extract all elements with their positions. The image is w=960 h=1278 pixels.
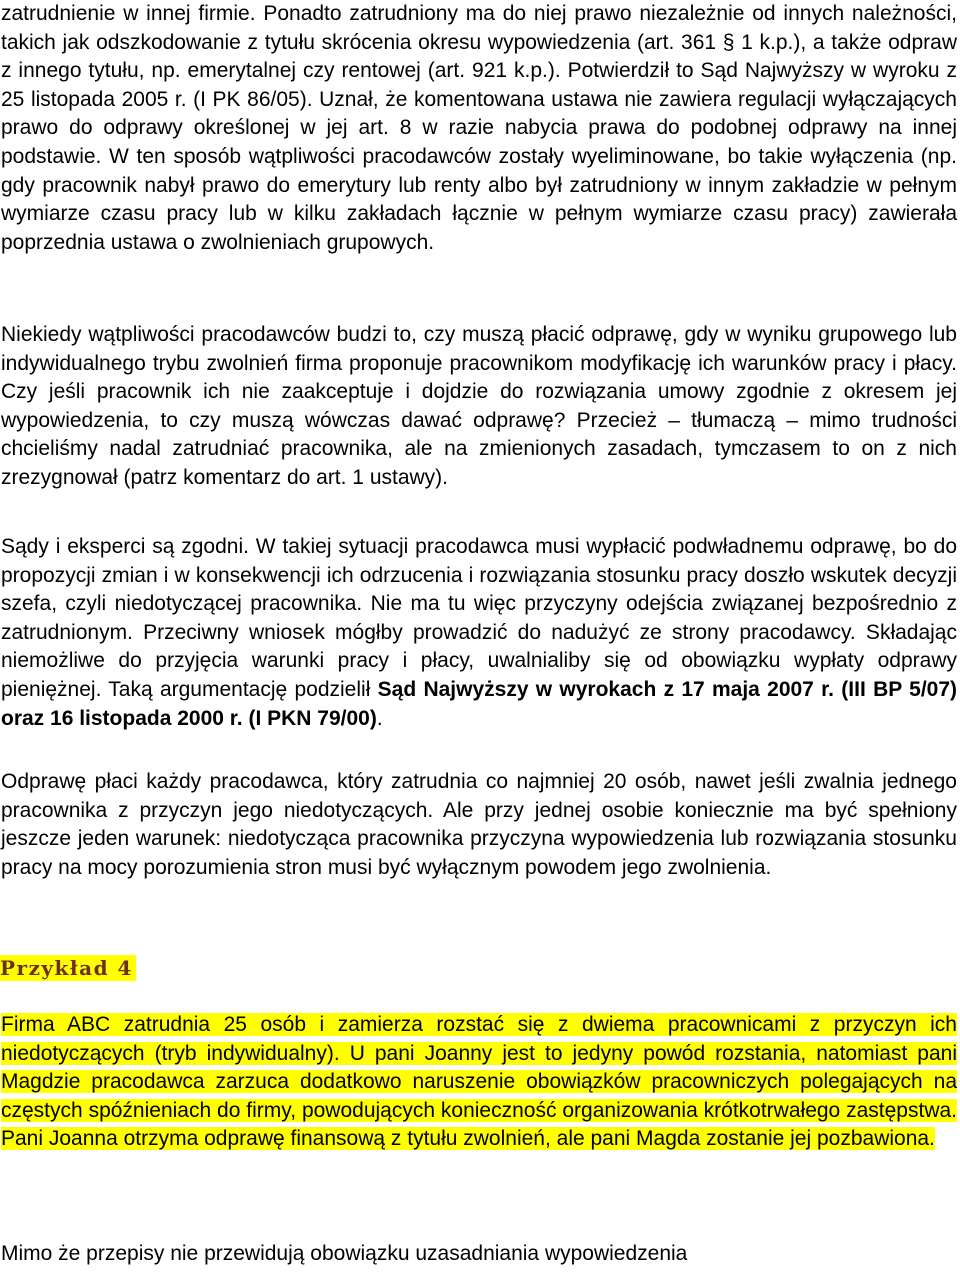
paragraph-courts-agree xyxy=(1,533,957,733)
paragraph-text: Sądy i eksperci są zgodni. W takiej sytuacji pracodawca musi wypłacić podwładnemu odprawę, bo do propozycji zmian i w konsekwencji ich odrzucenia i rozwiązania stosunku pracy doszło wskutek decyzji szefa, czyli niedotyczącej pracownika. Nie ma tu więc przyczyny odejścia związanej bezpośrednio z zatrudnionym. Przeciwny wniosek mógłby prowadzić do nadużyć ze strony pracodawcy. Składając niemożliwe do przyjęcia warunki pracy i płacy, uwalnialiby się od obowiązku wypłaty odprawy pieniężnej. Taką argumentację podzielił xyxy=(1,535,957,701)
paragraph-continuation: Mimo że przepisy nie przewidują obowiązku uzasadniania wypowiedzenia xyxy=(1,1242,688,1265)
paragraph-modified-conditions: Niekiedy wątpliwości pracodawców budzi to, czy muszą płacić odprawę, gdy w wyniku grupowego lub indywidualnego trybu zwolnień firma proponuje pracownikom modyfikację ich warunków pracy i płacy. Czy jeśli pracownik ich nie zaakceptuje i dojdzie do rozwiązania umowy zgodnie z okresem jej wypowiedzenia, to czy muszą wówczas dawać odprawę? Przecież – tłumaczą – mimo trudności chcieliśmy nadal zatrudniać pracownika, ale na zmienionych zasadach, tymczasem to on z nich zrezygnował (patrz komentarz do art. 1 ustawy). xyxy=(1,323,957,489)
example-heading xyxy=(0,953,136,983)
paragraph-end: . xyxy=(376,706,383,730)
example-highlighted-text: Firma ABC zatrudnia 25 osób i zamierza rozstać się z dwiema pracownicami z przyczyn ich niedotyczących (tryb indywidualny). U pani Joanny jest to jedyny powód rozstania, natomiast pani Magdzie pracodawca zarzuca dodatkowo naruszenie obowiązków pracowniczych polegających na częstych spóźnieniach do firmy, powodujących konieczność organizowania krótkotrwałego zastępstwa. Pani Joanna otrzyma odprawę finansową z tytułu zwolnień, ale pani Magda zostanie jej pozbawiona. xyxy=(1,1013,957,1151)
example-heading-text: Przykład 4 xyxy=(0,955,136,981)
paragraph-severance-other-benefits: zatrudnienie w innej firmie. Ponadto zatrudniony ma do niej prawo niezależnie od innych należności, takich jak odszkodowanie z tytułu skrócenia okresu wypowiedzenia (art. 361 § 1 k.p.), a także odpraw z innego tytułu, np. emerytalnej czy rentowej (art. 921 k.p.). Potwierdził to Sąd Najwyższy w wyroku z 25 listopada 2005 r. (I PK 86/05). Uznał, że komentowana ustawa nie zawiera regulacji wyłączających prawo do odprawy określonej w jej art. 8 w razie nabycia prawa do podobnej odprawy na innej podstawie. W ten sposób wątpliwości pracodawców zostały wyeliminowane, bo takie wyłączenia (np. gdy pracownik nabył prawo do emerytury lub renty albo był zatrudniony w innym zakładzie w pełnym wymiarze czasu pracy lub w kilku zakładach łącznie w pełnym wymiarze czasu pracy) zawierała poprzednia ustawa o zwolnieniach grupowych. xyxy=(1,2,957,254)
paragraph-who-pays: Odprawę płaci każdy pracodawca, który zatrudnia co najmniej 20 osób, nawet jeśli zwalnia jednego pracownika z przyczyn jego niedotyczących. Ale przy jednej osobie koniecznie ma być spełniony jeszcze jeden warunek: niedotycząca pracownika przyczyna wypowiedzenia lub rozwiązania stosunku pracy na mocy porozumienia stron musi być wyłącznym powodem jego zwolnienia. xyxy=(1,770,957,879)
example-paragraph xyxy=(1,1011,957,1154)
supreme-court-rulings: Sąd Najwyższy w wyrokach z 17 maja 2007 r. (III BP 5/07) oraz 16 listopada 2000 r. (I PKN 79/00) xyxy=(1,677,958,730)
